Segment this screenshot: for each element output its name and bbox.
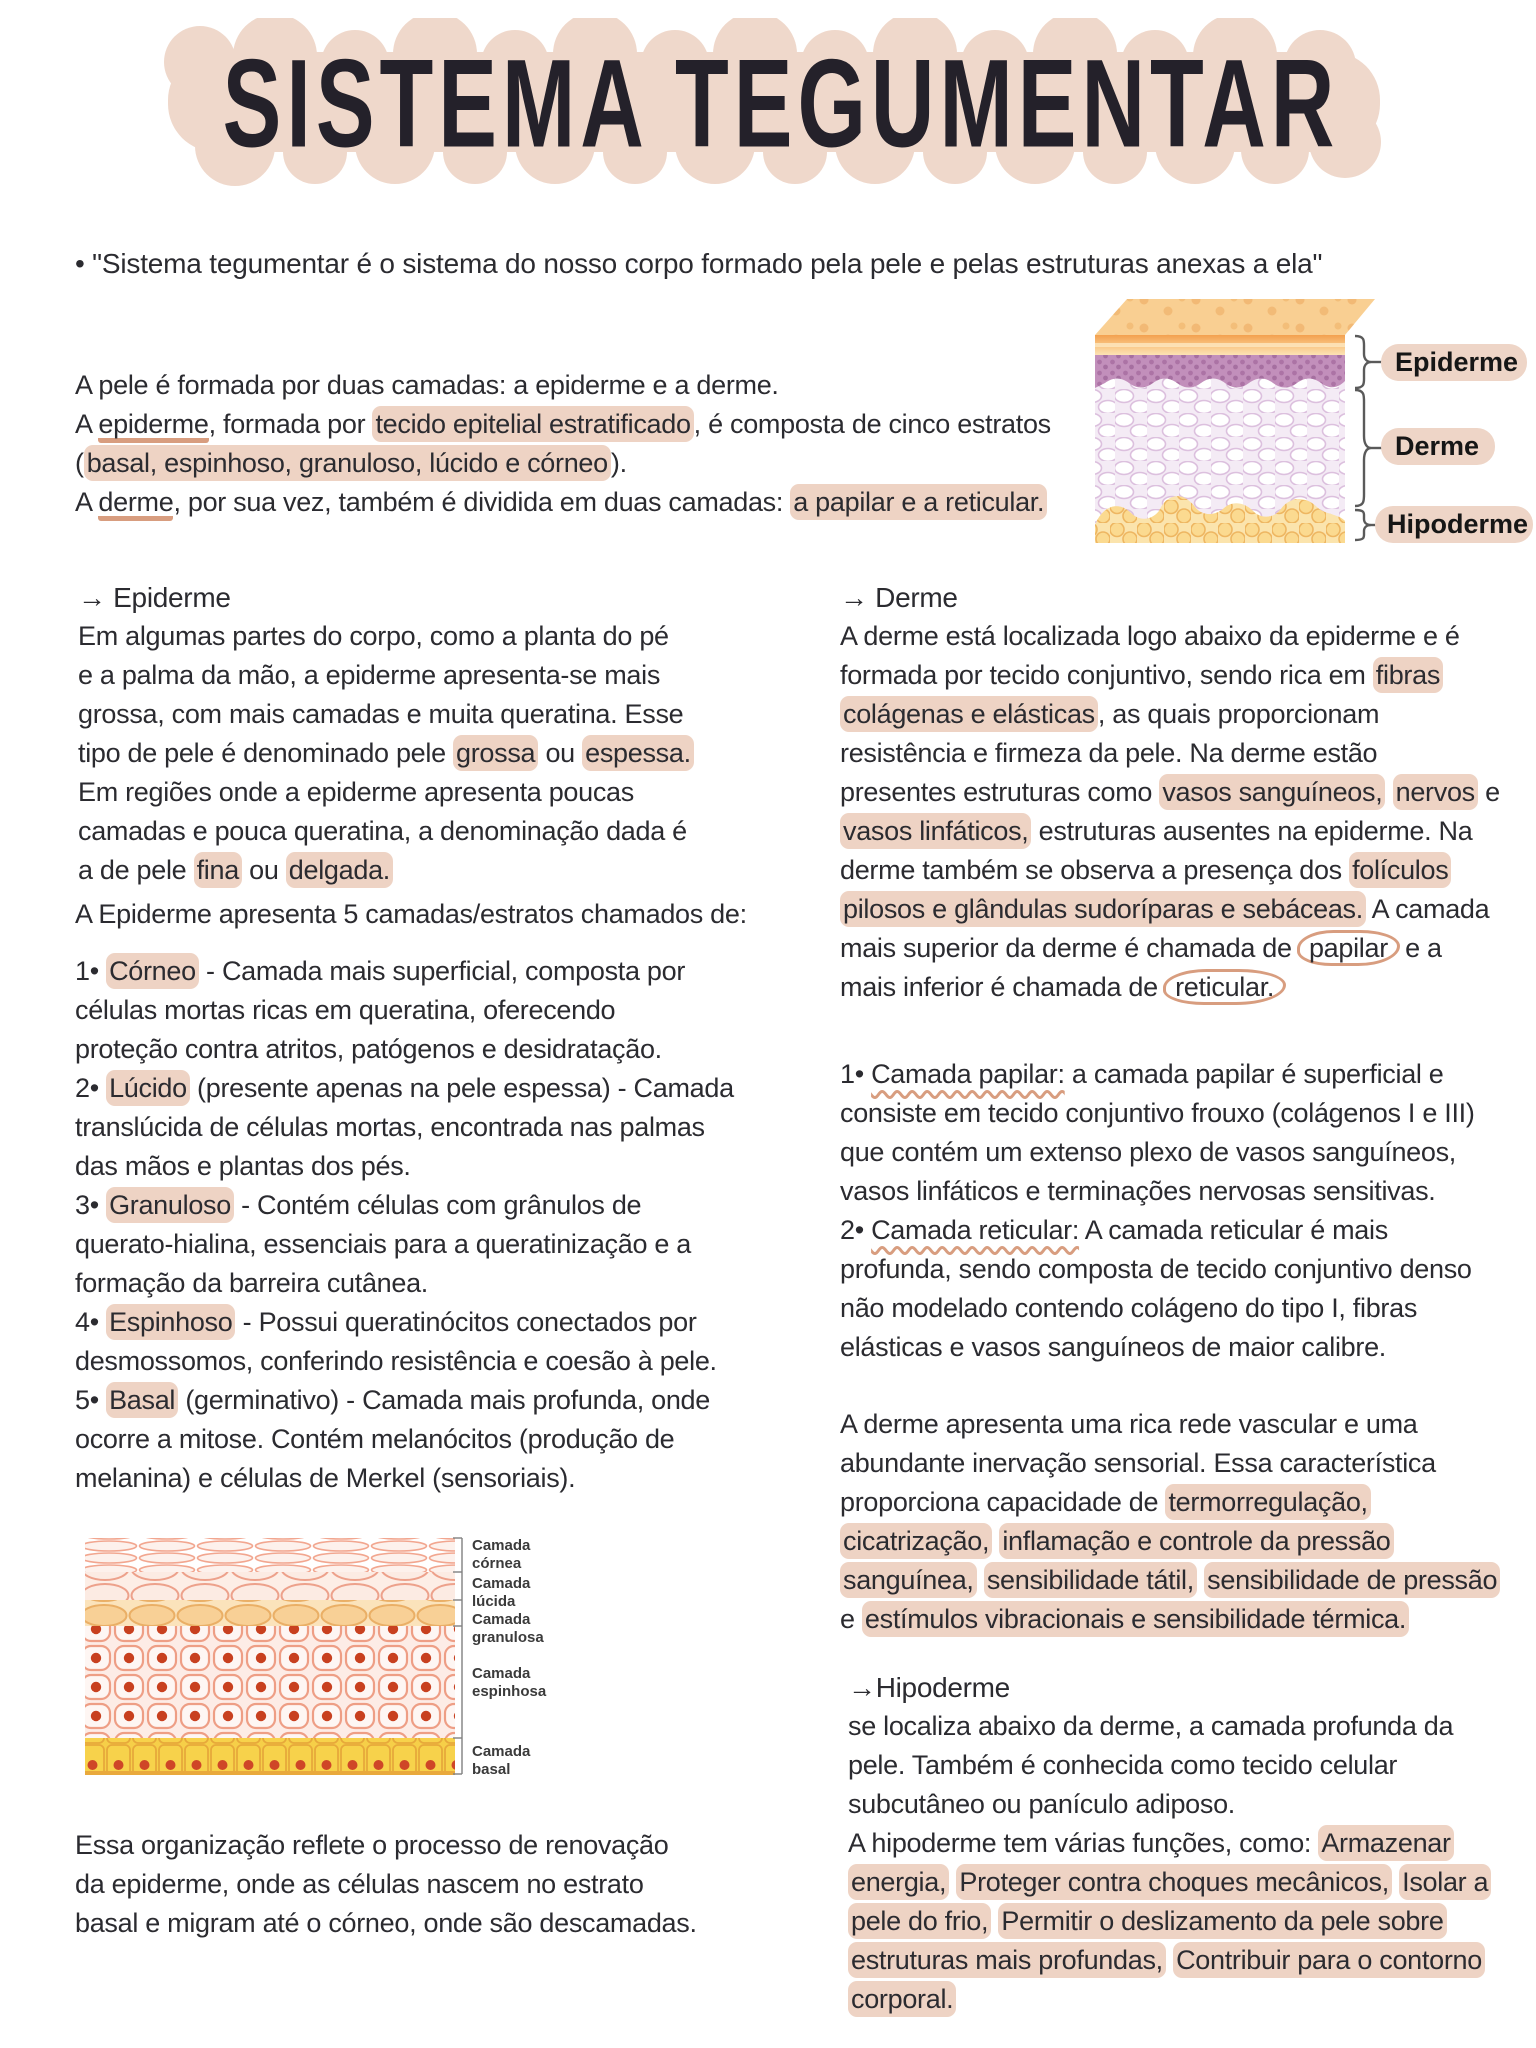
renewal-paragraph: Essa organização reflete o processo de renovação da epiderme, onde as células nascem no estrato basal e migram até o córneo, onde são descamadas. [75, 1830, 697, 1938]
intro-paragraph: A pele é formada por duas camadas: a epiderme e a derme. A epiderme, formada por tecido epitelial estratificado , é composta de cinco estratos ( basal, espinhoso, granuloso, lúcido e córneo ). A derme, por sua vez, também é dividida em duas camadas: a papilar e a reticular. [75, 366, 1085, 522]
page-title: SISTEMA TEGUMENTAR [222, 33, 1340, 174]
skin-layers-diagram [1083, 293, 1533, 575]
label-camada-cornea-2: córnea [472, 1555, 522, 1572]
hipoderme-paragraph: se localiza abaixo da derme, a camada profunda da pele. Também é conhecida como tecido celular subcutâneo ou panículo adiposo. A hipoderme tem várias funções, como: Armazenar energia, Proteger contra choques mecânicos, Isolar a pele do frio, Permitir o deslizamento da pele sobre estruturas mais profundas, Contribuir para o contorno corporal. [848, 1707, 1536, 2019]
definition-quote: • "Sistema tegumentar é o sistema do nosso corpo formado pela pele e pelas estruturas anexas a ela" [75, 248, 1323, 279]
label-camada-lucida-2: lúcida [472, 1593, 516, 1610]
label-camada-basal-1: Camada [472, 1743, 531, 1760]
derme-layers-list: 1• Camada papilar: a camada papilar é superficial e consiste em tecido conjuntivo frouxo (colágenos I e III) que contém um extenso plexo de vasos sanguíneos, vasos linfáticos e terminações nervosas sensitivas. 2• Camada reticular: A camada reticular é mais profunda, sendo composta de tecido conjuntivo denso não modelado contendo colágeno do tipo I, fibras elásticas e vasos sanguíneos de maior calibre. [840, 1059, 1475, 1362]
label-camada-espinhosa-2: espinhosa [472, 1683, 547, 1700]
epiderme-section-header: → Epiderme [78, 582, 231, 613]
label-camada-granulosa-1: Camada [472, 1611, 531, 1628]
vascular-paragraph: A derme apresenta uma rica rede vascular e uma abundante inervação sensorial. Essa característica proporciona capacidade de termorregulação, cicatrização, inflamação e controle da pressão sanguínea, sensibilidade tátil, sensibilidade de pressão e estímulos vibracionais e sensibilidade térmica. [840, 1405, 1536, 1639]
epiderme-layers-intro: A Epiderme apresenta 5 camadas/estratos chamados de: [75, 899, 747, 929]
layer-braces [1355, 336, 1383, 540]
page-title-block [150, 18, 1412, 190]
skin-diagram-labels [1375, 344, 1533, 543]
epiderme-paragraph: Em algumas partes do corpo, como a planta do pé e a palma da mão, a epiderme apresenta-se mais grossa, com mais camadas e muita queratina. Esse tipo de pele é denominado pele grossa ou espessa. Em regiões onde a epiderme apresenta poucas camadas e pouca queratina, a denominação dada é a de pele fina ou delgada. [78, 617, 778, 890]
label-camada-granulosa-2: granulosa [472, 1629, 544, 1646]
label-camada-espinhosa-1: Camada [472, 1665, 531, 1682]
histology-labels [472, 1537, 547, 1778]
epidermis-histology-diagram [80, 1528, 562, 1784]
label-derme: Derme [1395, 431, 1480, 461]
label-hipoderme: Hipoderme [1387, 509, 1529, 539]
label-epiderme: Epiderme [1395, 347, 1519, 377]
epiderme-layers-list: 1• Córneo - Camada mais superficial, composta por células mortas ricas em queratina, oferecendo proteção contra atritos, patógenos e desidratação. 2• Lúcido (presente apenas na pele espessa) - Camada translúcida de células mortas, encontrada nas palmas das mãos e plantas dos pés. 3• Granuloso - Contém células com grânulos de querato-hialina, essenciais para a queratinização e a formação da barreira cutânea. 4• Espinhoso - Possui queratinócitos conectados por desmossomos, conferindo resistência e coesão à pele. 5• Basal (germinativo) - Camada mais profunda, onde ocorre a mitose. Contém melanócitos (produção de melanina) e células de Merkel (sensoriais). [75, 952, 795, 1498]
hipoderme-section-header: →Hipoderme [848, 1672, 1010, 1703]
label-camada-basal-2: basal [472, 1761, 511, 1778]
derme-paragraph: A derme está localizada logo abaixo da epiderme e é formada por tecido conjuntivo, sendo rica em fibras colágenas e elásticas , as quais proporcionam resistência e firmeza da pele. Na derme estão presentes estruturas como vasos sanguíneos, nervos e vasos linfáticos, estruturas ausentes na epiderme. Na derme também se observa a presença dos folículos pilosos e glândulas sudoríparas e sebáceas. A camada mais superior da derme é chamada de papilar e a mais inferior é chamada de reticular. [840, 617, 1536, 1007]
label-camada-cornea-1: Camada [472, 1537, 531, 1554]
derme-section-header: → Derme [840, 582, 958, 613]
label-camada-lucida-1: Camada [472, 1575, 531, 1592]
